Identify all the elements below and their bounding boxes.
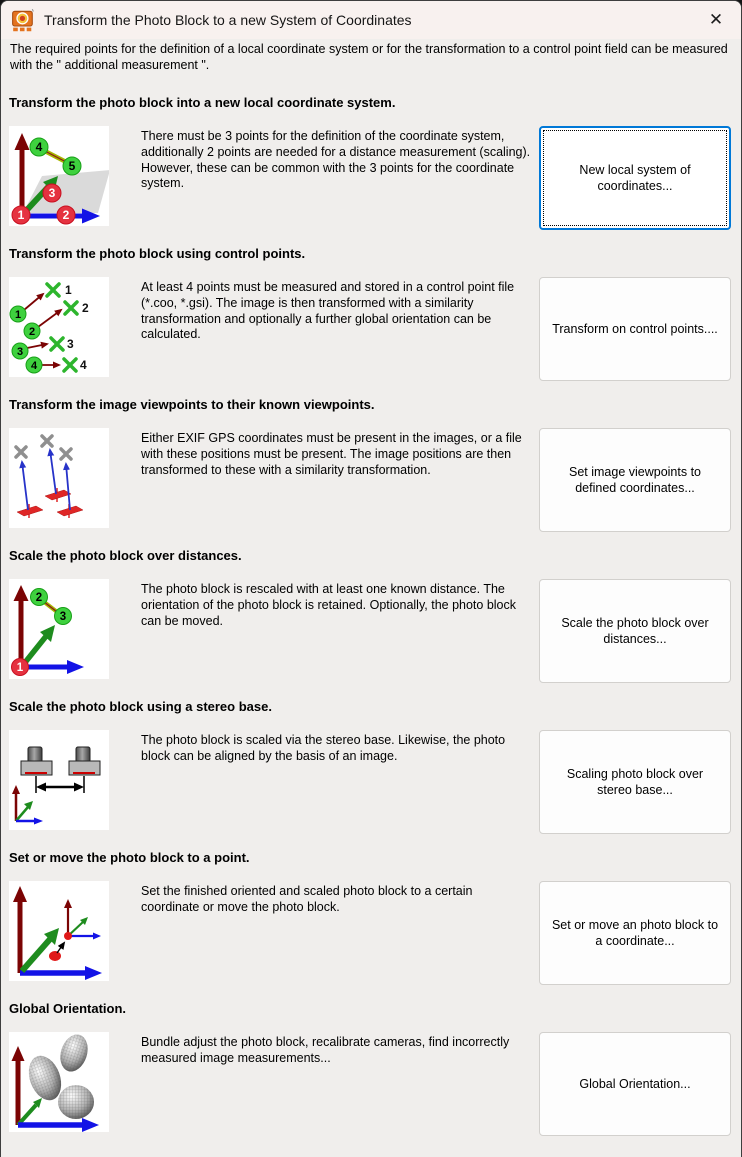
section-new-local-coords bbox=[9, 95, 731, 230]
svg-text:5: 5 bbox=[68, 159, 76, 173]
section-heading: Set or move the photo block to a point. bbox=[9, 850, 250, 865]
close-icon[interactable]: ✕ bbox=[708, 10, 724, 29]
section-heading: Global Orientation. bbox=[9, 1001, 127, 1016]
section-description: The photo block is rescaled with at least one known distance. The orientation of the photo block is retained. Optionally, the photo block can be moved. bbox=[141, 582, 517, 628]
section-description: There must be 3 points for the definition of the coordinate system, additionally 2 points are needed for a distance measurement (scaling). However, these can be common with the 3 points for the coordinate system. bbox=[141, 129, 531, 191]
section-heading: Scale the photo block using a stereo base. bbox=[9, 699, 272, 714]
scale-over-distances-button[interactable]: Scale the photo block over distances... bbox=[539, 579, 731, 683]
svg-text:1: 1 bbox=[16, 662, 24, 674]
scale-over-distances-icon bbox=[9, 579, 109, 679]
control-points-icon bbox=[9, 277, 109, 377]
section-description: Set the finished oriented and scaled photo block to a certain coordinate or move the photo block. bbox=[141, 884, 473, 914]
intro-text: The required points for the definition of a local coordinate system or for the transformation to a control point field can be measured with the " additional measurement ". bbox=[10, 42, 728, 72]
svg-text:2: 2 bbox=[82, 301, 89, 315]
section-heading: Transform the photo block using control points. bbox=[9, 246, 306, 261]
dialog-content bbox=[1, 42, 741, 1136]
image-viewpoints-icon bbox=[9, 428, 109, 528]
transform-on-control-points-button[interactable]: Transform on control points.... bbox=[539, 277, 731, 381]
svg-text:4: 4 bbox=[80, 358, 87, 372]
section-viewpoints bbox=[9, 397, 731, 532]
svg-text:3: 3 bbox=[48, 186, 56, 200]
global-orientation-button[interactable]: Global Orientation... bbox=[539, 1032, 731, 1136]
svg-text:1: 1 bbox=[17, 208, 25, 222]
section-description: Either EXIF GPS coordinates must be present in the images, or a file with these positions must be present. The image positions are then transformed to these with a similarity transformation. bbox=[141, 431, 522, 477]
section-stereo-base bbox=[9, 699, 731, 834]
svg-text:2: 2 bbox=[28, 326, 36, 338]
section-description: At least 4 points must be measured and stored in a control point file (*.coo, *.gsi). The image is then transformed with a similarity transformation and optionally a further global orientation can be calculated. bbox=[141, 280, 515, 342]
new-local-coordinate-system-icon bbox=[9, 126, 109, 226]
section-description: The photo block is scaled via the stereo base. Likewise, the photo block can be aligned by the basis of an image. bbox=[141, 733, 506, 763]
section-scale-distances bbox=[9, 548, 731, 683]
stereo-base-icon bbox=[9, 730, 109, 830]
svg-text:3: 3 bbox=[67, 337, 74, 351]
svg-text:3: 3 bbox=[16, 346, 24, 358]
svg-text:1: 1 bbox=[65, 283, 72, 297]
scaling-stereo-base-button[interactable]: Scaling photo block over stereo base... bbox=[539, 730, 731, 834]
section-heading: Transform the photo block into a new local coordinate system. bbox=[9, 95, 396, 110]
svg-text:2: 2 bbox=[62, 208, 70, 222]
titlebar bbox=[1, 1, 741, 39]
section-heading: Scale the photo block over distances. bbox=[9, 548, 242, 563]
section-heading: Transform the image viewpoints to their known viewpoints. bbox=[9, 397, 375, 412]
section-control-points bbox=[9, 246, 731, 381]
set-or-move-block-icon bbox=[9, 881, 109, 981]
svg-text:2: 2 bbox=[35, 592, 43, 604]
set-image-viewpoints-button[interactable]: Set image viewpoints to defined coordinates... bbox=[539, 428, 731, 532]
svg-text:3: 3 bbox=[59, 611, 67, 623]
set-or-move-block-button[interactable]: Set or move an photo block to a coordinate... bbox=[539, 881, 731, 985]
app-camera-icon bbox=[11, 8, 35, 32]
section-description: Bundle adjust the photo block, recalibrate cameras, find incorrectly measured image measurements... bbox=[141, 1035, 510, 1065]
svg-text:1: 1 bbox=[14, 309, 22, 321]
svg-text:4: 4 bbox=[30, 360, 38, 372]
svg-text:4: 4 bbox=[35, 140, 43, 154]
new-local-system-button[interactable]: New local system of coordinates... bbox=[539, 126, 731, 230]
section-global-orientation bbox=[9, 1001, 731, 1136]
global-orientation-icon bbox=[9, 1032, 109, 1132]
section-move-to-point bbox=[9, 850, 731, 985]
window-title: Transform the Photo Block to a new System of Coordinates bbox=[44, 12, 412, 28]
